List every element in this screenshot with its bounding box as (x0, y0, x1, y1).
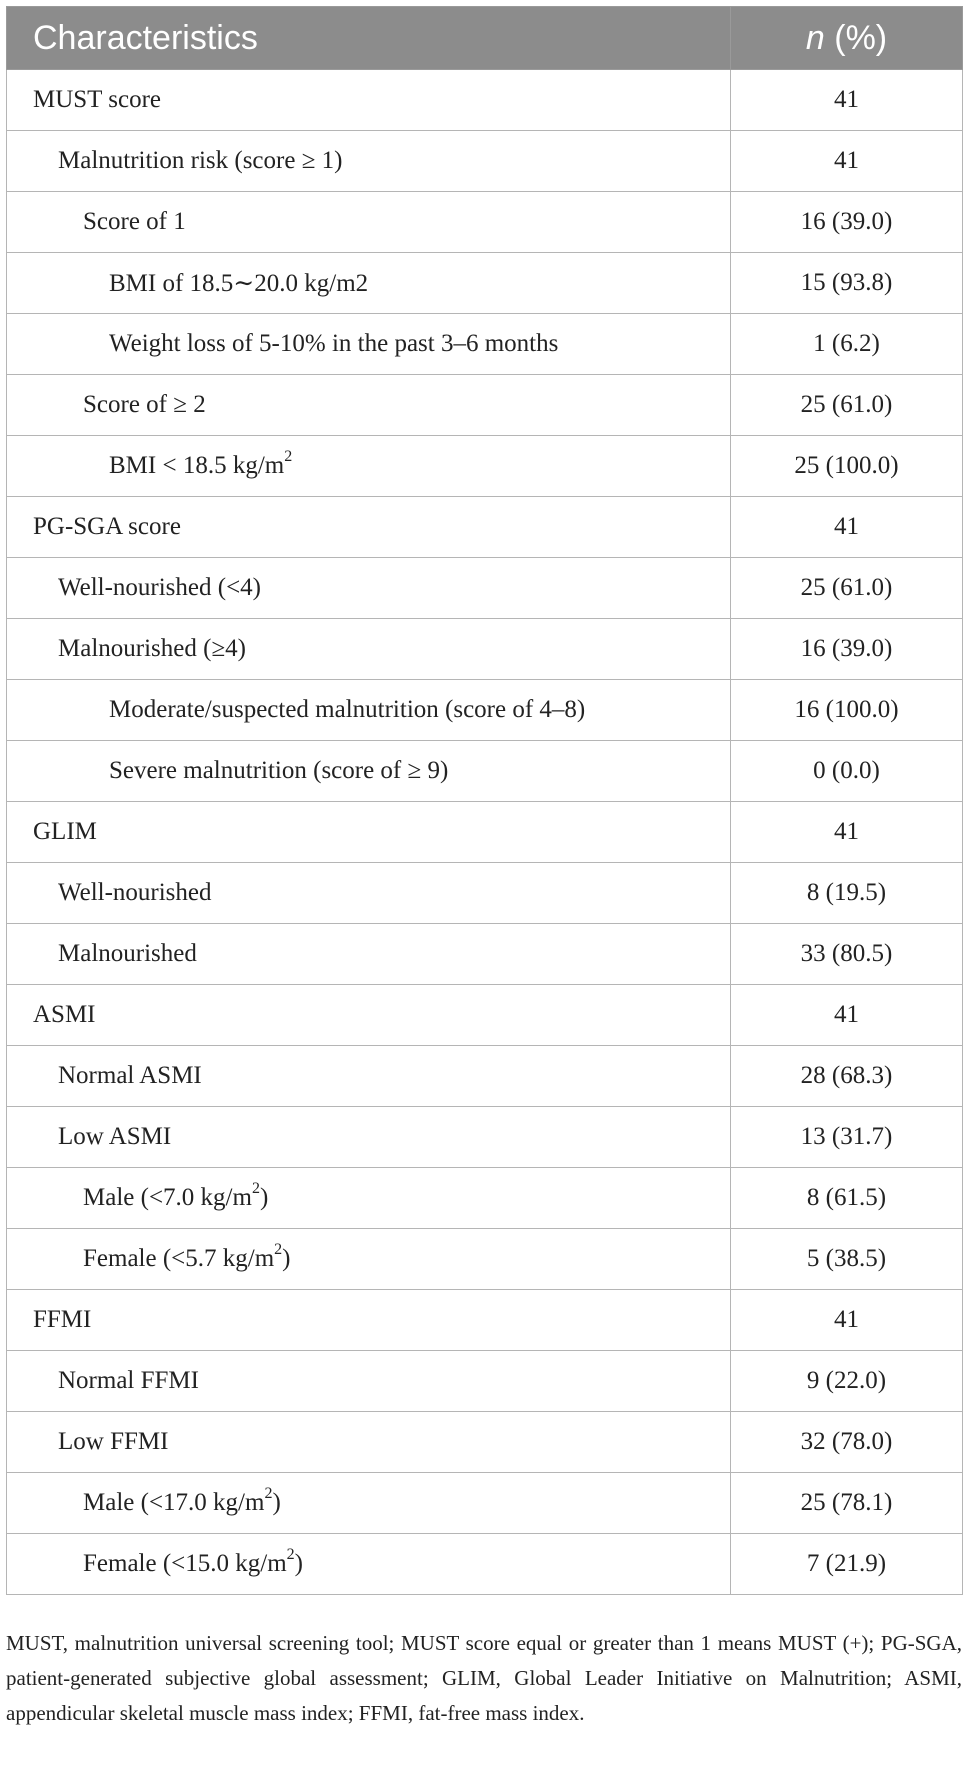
row-label: Severe malnutrition (score of ≥ 9) (7, 741, 731, 802)
row-value: 16 (100.0) (731, 680, 963, 741)
table-row (7, 1168, 963, 1229)
row-label: BMI of 18.5∼20.0 kg/m2 (7, 253, 731, 314)
table-row (7, 1351, 963, 1412)
table-row (7, 436, 963, 497)
table-row (7, 1290, 963, 1351)
row-value: 16 (39.0) (731, 619, 963, 680)
row-value: 9 (22.0) (731, 1351, 963, 1412)
row-label: GLIM (7, 802, 731, 863)
row-label: Well-nourished (<4) (7, 558, 731, 619)
characteristics-table (6, 6, 963, 1595)
table-row (7, 497, 963, 558)
characteristics-table-container (6, 6, 962, 1595)
row-label: Weight loss of 5-10% in the past 3–6 months (7, 314, 731, 375)
header-characteristics: Characteristics (7, 7, 731, 70)
header-row (7, 7, 963, 70)
row-value: 7 (21.9) (731, 1534, 963, 1595)
table-row (7, 1473, 963, 1534)
row-value: 28 (68.3) (731, 1046, 963, 1107)
row-value: 33 (80.5) (731, 924, 963, 985)
row-label: Male (<17.0 $kg/m^2$) (7, 1473, 731, 1534)
row-label: FFMI (7, 1290, 731, 1351)
table-row (7, 253, 963, 314)
row-label: MUST score (7, 70, 731, 131)
table-footnote: MUST, malnutrition universal screening tool; MUST score equal or greater than 1 means MUST (+); PG-SGA, patient-generated subjective global assessment; GLIM, Global Leader Initiative on Malnutrition; ASMI, appendicular skeletal muscle mass index; FFMI, fat-free mass index. (6, 1631, 962, 1725)
row-label: Malnourished (7, 924, 731, 985)
row-value: 1 (6.2) (731, 314, 963, 375)
table-row (7, 863, 963, 924)
table-row (7, 314, 963, 375)
table-row (7, 1107, 963, 1168)
table-row (7, 1534, 963, 1595)
row-label: Male (<7.0 $kg/m^2$) (7, 1168, 731, 1229)
row-value: 15 (93.8) (731, 253, 963, 314)
table-row (7, 680, 963, 741)
table-row (7, 70, 963, 131)
row-label: Malnourished (≥4) (7, 619, 731, 680)
table-row (7, 375, 963, 436)
row-value: 41 (731, 131, 963, 192)
row-label: Low ASMI (7, 1107, 731, 1168)
table-row (7, 741, 963, 802)
row-value: 32 (78.0) (731, 1412, 963, 1473)
table-row (7, 1229, 963, 1290)
row-value: 25 (100.0) (731, 436, 963, 497)
table-header (7, 7, 963, 70)
row-label: ASMI (7, 985, 731, 1046)
row-label: Moderate/suspected malnutrition (score of 4–8) (7, 680, 731, 741)
row-label: Score of ≥ 2 (7, 375, 731, 436)
row-value: 25 (61.0) (731, 375, 963, 436)
table-row (7, 192, 963, 253)
row-value: 41 (731, 497, 963, 558)
header-percent: (%) (824, 18, 888, 57)
row-value: 25 (61.0) (731, 558, 963, 619)
header-n: n (805, 18, 825, 57)
row-value: 41 (731, 985, 963, 1046)
row-value: 8 (19.5) (731, 863, 963, 924)
row-label: Score of 1 (7, 192, 731, 253)
row-value: 0 (0.0) (731, 741, 963, 802)
row-label: Female (<15.0 $kg/m^2$) (7, 1534, 731, 1595)
table-row (7, 985, 963, 1046)
row-value: 8 (61.5) (731, 1168, 963, 1229)
row-value: 41 (731, 1290, 963, 1351)
row-label: BMI < 18.5 $kg/m^2$ (7, 436, 731, 497)
row-label: Well-nourished (7, 863, 731, 924)
row-value: 13 (31.7) (731, 1107, 963, 1168)
row-value: 25 (78.1) (731, 1473, 963, 1534)
table-row (7, 131, 963, 192)
table-row (7, 802, 963, 863)
table-row (7, 619, 963, 680)
header-n-percent (731, 7, 963, 70)
row-label: Low FFMI (7, 1412, 731, 1473)
table-row (7, 924, 963, 985)
row-value: 41 (731, 802, 963, 863)
row-label: Normal ASMI (7, 1046, 731, 1107)
table-row (7, 558, 963, 619)
row-label: Normal FFMI (7, 1351, 731, 1412)
row-value: 16 (39.0) (731, 192, 963, 253)
row-label: PG-SGA score (7, 497, 731, 558)
row-label: Female (<5.7 $kg/m^2$) (7, 1229, 731, 1290)
table-row (7, 1412, 963, 1473)
table-body (7, 70, 963, 1595)
row-value: 5 (38.5) (731, 1229, 963, 1290)
table-row (7, 1046, 963, 1107)
row-label: Malnutrition risk (score ≥ 1) (7, 131, 731, 192)
row-value: 41 (731, 70, 963, 131)
